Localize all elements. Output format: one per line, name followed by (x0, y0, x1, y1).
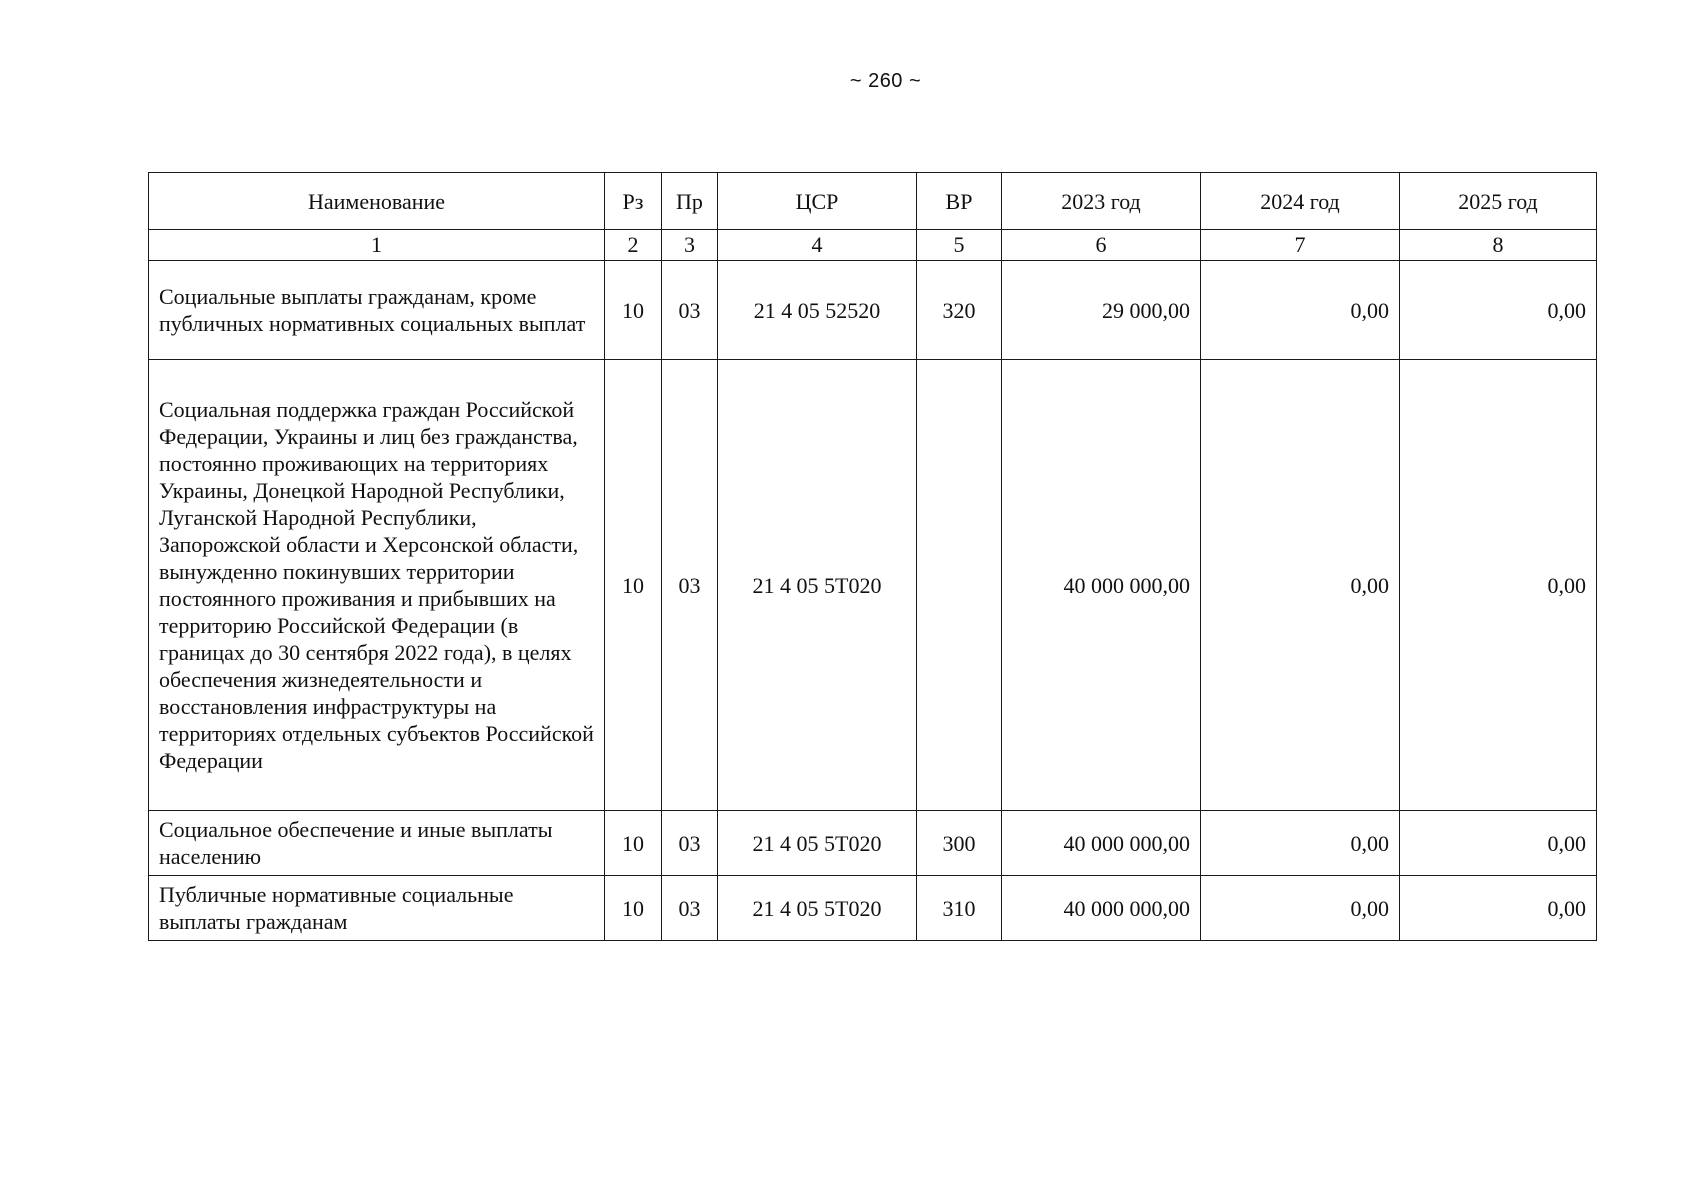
row-2023: 40 000 000,00 (1002, 360, 1201, 811)
row-2024: 0,00 (1201, 261, 1400, 360)
row-2023: 40 000 000,00 (1002, 876, 1201, 941)
row-2025: 0,00 (1400, 876, 1597, 941)
row-csr: 21 4 05 5Т020 (718, 876, 917, 941)
row-vr (917, 360, 1002, 811)
header-csr: ЦСР (718, 173, 917, 230)
row-vr: 310 (917, 876, 1002, 941)
table-row (149, 261, 1597, 360)
row-2024: 0,00 (1201, 811, 1400, 876)
column-number-row (149, 230, 1597, 261)
budget-table (148, 172, 1597, 941)
table-row (149, 811, 1597, 876)
row-2025: 0,00 (1400, 261, 1597, 360)
row-pr: 03 (662, 261, 718, 360)
column-number: 6 (1002, 230, 1201, 261)
row-rz: 10 (605, 360, 662, 811)
header-2024: 2024 год (1201, 173, 1400, 230)
column-number: 5 (917, 230, 1002, 261)
row-rz: 10 (605, 811, 662, 876)
row-2025: 0,00 (1400, 811, 1597, 876)
column-number: 3 (662, 230, 718, 261)
header-name: Наименование (149, 173, 605, 230)
column-number: 2 (605, 230, 662, 261)
header-2025: 2025 год (1400, 173, 1597, 230)
row-name: Социальные выплаты гражданам, кроме публичных нормативных социальных выплат (149, 261, 605, 360)
row-pr: 03 (662, 811, 718, 876)
row-2025: 0,00 (1400, 360, 1597, 811)
row-rz: 10 (605, 876, 662, 941)
row-rz: 10 (605, 261, 662, 360)
table-row (149, 876, 1597, 941)
header-pr: Пр (662, 173, 718, 230)
row-2023: 29 000,00 (1002, 261, 1201, 360)
header-rz: Рз (605, 173, 662, 230)
page-number: ~ 260 ~ (849, 70, 922, 92)
row-name: Социальная поддержка граждан Российской Федерации, Украины и лиц без гражданства, постоянно проживающих на территориях Украины, Донецкой Народной Республики, Луганской Народной Республики, Запорожской области и Херсонской области, вынужденно покинувших территории постоянного проживания и прибывших на территорию Российской Федерации (в границах до 30 сентября 2022 года), в целях обеспечения жизнедеятельности и восстановления инфраструктуры на территориях отдельных субъектов Российской Федерации (149, 360, 605, 811)
row-pr: 03 (662, 360, 718, 811)
header-2023: 2023 год (1002, 173, 1201, 230)
column-number: 1 (149, 230, 605, 261)
row-name: Социальное обеспечение и иные выплаты населению (149, 811, 605, 876)
header-vr: ВР (917, 173, 1002, 230)
column-number: 8 (1400, 230, 1597, 261)
row-csr: 21 4 05 52520 (718, 261, 917, 360)
row-2024: 0,00 (1201, 360, 1400, 811)
row-2024: 0,00 (1201, 876, 1400, 941)
row-csr: 21 4 05 5Т020 (718, 360, 917, 811)
row-vr: 300 (917, 811, 1002, 876)
table-header-row (149, 173, 1597, 230)
row-vr: 320 (917, 261, 1002, 360)
table-row (149, 360, 1597, 811)
row-2023: 40 000 000,00 (1002, 811, 1201, 876)
row-csr: 21 4 05 5Т020 (718, 811, 917, 876)
row-pr: 03 (662, 876, 718, 941)
column-number: 4 (718, 230, 917, 261)
column-number: 7 (1201, 230, 1400, 261)
row-name: Публичные нормативные социальные выплаты гражданам (149, 876, 605, 941)
